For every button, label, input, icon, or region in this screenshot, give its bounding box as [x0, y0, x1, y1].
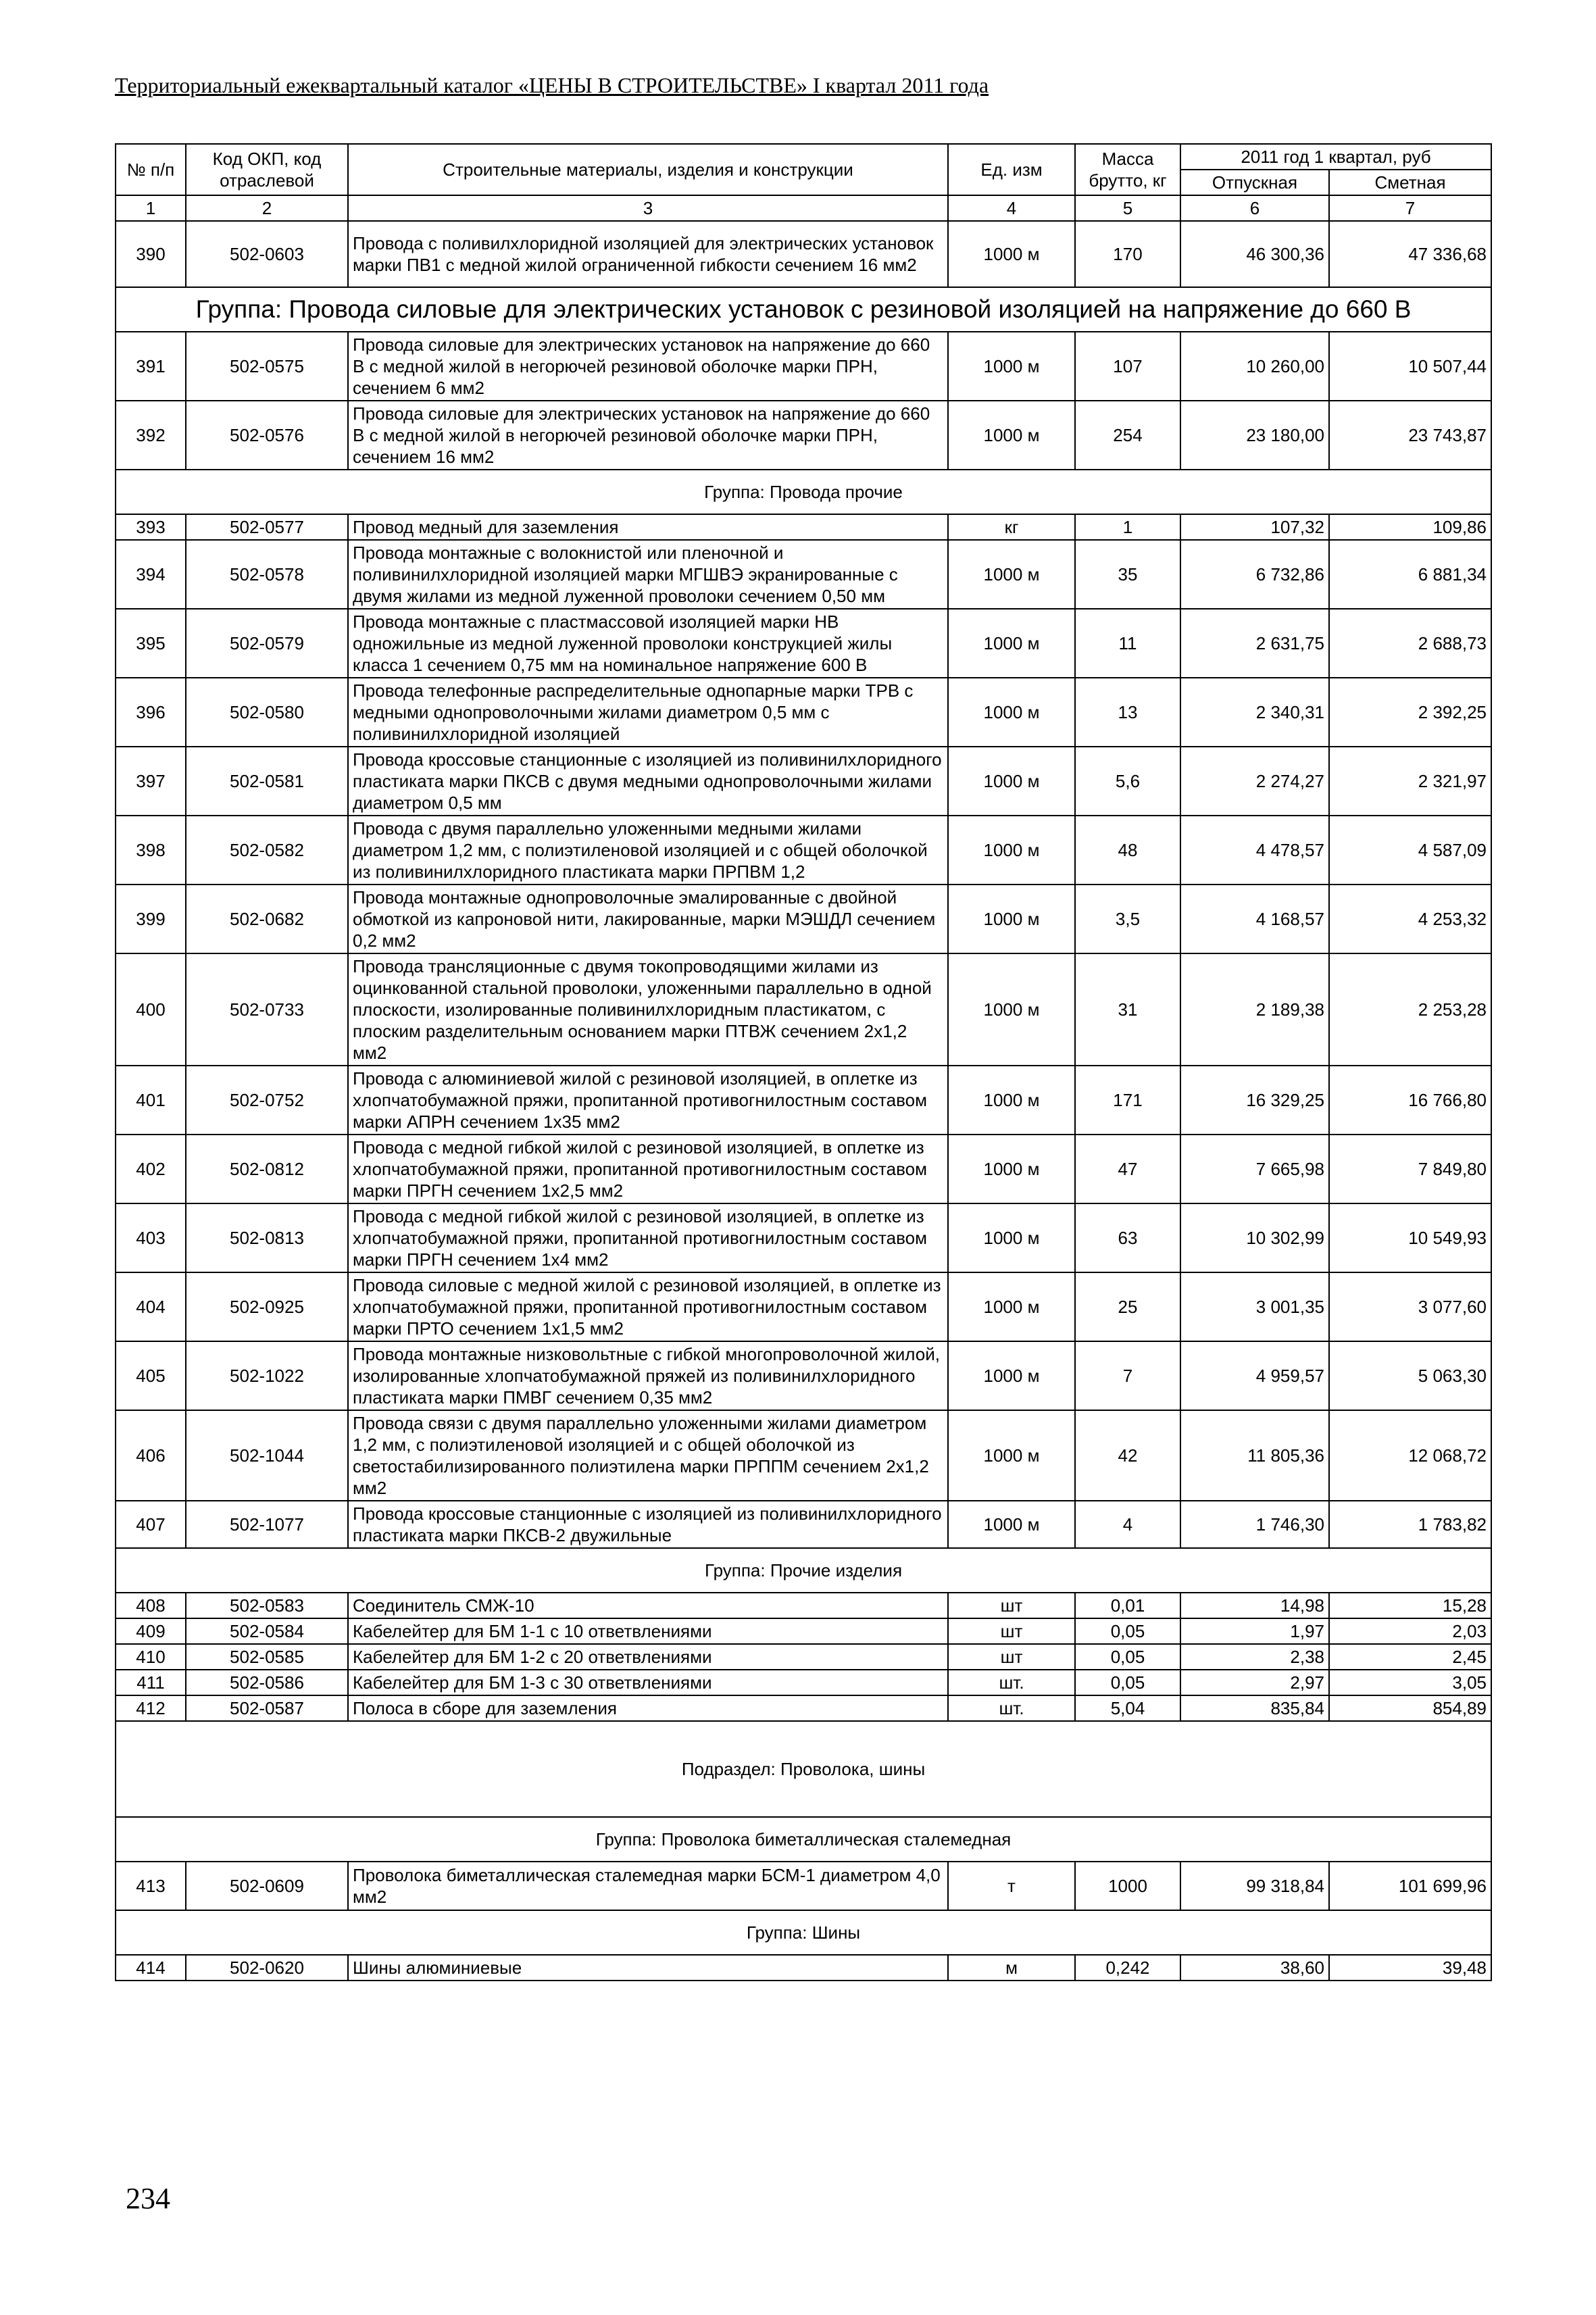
row-unit: шт — [948, 1618, 1075, 1644]
row-mass: 0,05 — [1075, 1644, 1180, 1670]
row-price-release: 4 959,57 — [1180, 1341, 1329, 1410]
subsection-heading: Подраздел: Проволока, шины — [116, 1721, 1491, 1817]
row-code: 502-0578 — [186, 540, 348, 609]
group-heading: Группа: Шины — [116, 1910, 1491, 1955]
header-price-estimate: Сметная — [1329, 170, 1491, 195]
row-price-estimate: 2 253,28 — [1329, 953, 1491, 1066]
row-price-release: 2 189,38 — [1180, 953, 1329, 1066]
row-num: 392 — [116, 401, 186, 470]
group-heading-row — [116, 1910, 1491, 1955]
table-row — [116, 1670, 1491, 1695]
row-name: Провода монтажные низковольтные с гибкой многопроволочной жилой, изолированные хлопчатобумажной пряжей из поливинилхлоридного пластиката марки ПМВГ сечением 0,35 мм2 — [348, 1341, 948, 1410]
row-name: Провода с медной гибкой жилой с резиновой изоляцией, в оплетке из хлопчатобумажной пряжи, пропитанной противогнилостным составом марки ПРГН сечением 1х4 мм2 — [348, 1203, 948, 1272]
group-heading-row — [116, 470, 1491, 514]
row-mass: 3,5 — [1075, 885, 1180, 953]
table-row — [116, 1135, 1491, 1203]
row-name: Провода связи с двумя параллельно уложенными жилами диаметром 1,2 мм, с полиэтиленовой изоляцией и с общей оболочкой из светостабилизированного полиэтилена марки ПРППМ сечением 2х1,2 мм2 — [348, 1410, 948, 1501]
row-name: Провода кроссовые станционные с изоляцией из поливинилхлоридного пластиката марки ПКСВ-2 двужильные — [348, 1501, 948, 1548]
row-unit: 1000 м — [948, 401, 1075, 470]
row-price-release: 4 168,57 — [1180, 885, 1329, 953]
row-num: 414 — [116, 1955, 186, 1981]
row-num: 412 — [116, 1695, 186, 1721]
row-unit: 1000 м — [948, 540, 1075, 609]
row-num: 390 — [116, 221, 186, 287]
row-mass: 170 — [1075, 221, 1180, 287]
row-mass: 7 — [1075, 1341, 1180, 1410]
row-name: Провода монтажные с волокнистой или пленочной и поливинилхлоридной изоляцией марки МГШВЭ экранированные с двумя жилами из медной луженной проволоки сечением 0,50 мм — [348, 540, 948, 609]
header-price-group: 2011 год 1 квартал, руб — [1180, 144, 1491, 170]
row-unit: шт. — [948, 1670, 1075, 1695]
row-unit: 1000 м — [948, 1341, 1075, 1410]
table-row — [116, 1501, 1491, 1548]
table-header-row — [116, 144, 1491, 170]
row-num: 397 — [116, 747, 186, 816]
row-price-estimate: 10 507,44 — [1329, 332, 1491, 401]
subsection-heading-row — [116, 1721, 1491, 1817]
table-row — [116, 514, 1491, 540]
row-name: Кабелейтер для БМ 1-1 с 10 ответвлениями — [348, 1618, 948, 1644]
row-unit: 1000 м — [948, 332, 1075, 401]
row-mass: 42 — [1075, 1410, 1180, 1501]
row-code: 502-0582 — [186, 816, 348, 885]
row-price-release: 2 340,31 — [1180, 678, 1329, 747]
row-code: 502-0576 — [186, 401, 348, 470]
row-unit: шт. — [948, 1695, 1075, 1721]
row-num: 413 — [116, 1862, 186, 1910]
row-code: 502-0587 — [186, 1695, 348, 1721]
row-mass: 171 — [1075, 1066, 1180, 1135]
row-mass: 5,04 — [1075, 1695, 1180, 1721]
row-unit: 1000 м — [948, 1410, 1075, 1501]
row-mass: 48 — [1075, 816, 1180, 885]
row-price-release: 10 302,99 — [1180, 1203, 1329, 1272]
row-unit: 1000 м — [948, 1135, 1075, 1203]
row-price-estimate: 4 587,09 — [1329, 816, 1491, 885]
row-code: 502-0585 — [186, 1644, 348, 1670]
row-mass: 25 — [1075, 1272, 1180, 1341]
col-index: 3 — [348, 195, 948, 221]
row-price-release: 2 631,75 — [1180, 609, 1329, 678]
row-mass: 0,05 — [1075, 1618, 1180, 1644]
row-price-release: 2,97 — [1180, 1670, 1329, 1695]
row-price-estimate: 47 336,68 — [1329, 221, 1491, 287]
row-code: 502-0752 — [186, 1066, 348, 1135]
row-code: 502-0583 — [186, 1593, 348, 1618]
header-code: Код ОКП, код отраслевой — [186, 144, 348, 195]
page-number: 234 — [126, 2182, 170, 2215]
row-code: 502-0580 — [186, 678, 348, 747]
row-name: Провода с двумя параллельно уложенными медными жилами диаметром 1,2 мм, с полиэтиленовой изоляцией и с общей оболочкой из поливинилхлоридного пластиката марки ПРПВМ 1,2 — [348, 816, 948, 885]
row-price-estimate: 101 699,96 — [1329, 1862, 1491, 1910]
header-mass: Масса брутто, кг — [1075, 144, 1180, 195]
col-index: 4 — [948, 195, 1075, 221]
row-num: 398 — [116, 816, 186, 885]
col-index: 7 — [1329, 195, 1491, 221]
group-heading: Группа: Провода прочие — [116, 470, 1491, 514]
row-price-estimate: 12 068,72 — [1329, 1410, 1491, 1501]
row-mass: 4 — [1075, 1501, 1180, 1548]
row-mass: 0,01 — [1075, 1593, 1180, 1618]
table-row — [116, 1272, 1491, 1341]
group-heading: Группа: Прочие изделия — [116, 1548, 1491, 1593]
row-unit: шт — [948, 1644, 1075, 1670]
row-code: 502-1044 — [186, 1410, 348, 1501]
header-num: № п/п — [116, 144, 186, 195]
row-code: 502-0584 — [186, 1618, 348, 1644]
row-mass: 1 — [1075, 514, 1180, 540]
table-row — [116, 1341, 1491, 1410]
row-num: 402 — [116, 1135, 186, 1203]
row-code: 502-0575 — [186, 332, 348, 401]
rows-other-items — [116, 1593, 1491, 1721]
table-row — [116, 1203, 1491, 1272]
row-code: 502-0603 — [186, 221, 348, 287]
row-unit: 1000 м — [948, 678, 1075, 747]
row-price-release: 10 260,00 — [1180, 332, 1329, 401]
table-row — [116, 1066, 1491, 1135]
row-price-release: 1 746,30 — [1180, 1501, 1329, 1548]
row-price-release: 46 300,36 — [1180, 221, 1329, 287]
row-num: 408 — [116, 1593, 186, 1618]
row-code: 502-0925 — [186, 1272, 348, 1341]
row-unit: 1000 м — [948, 885, 1075, 953]
row-unit: шт — [948, 1593, 1075, 1618]
row-num: 391 — [116, 332, 186, 401]
row-price-release: 4 478,57 — [1180, 816, 1329, 885]
row-name: Кабелейтер для БМ 1-2 с 20 ответвлениями — [348, 1644, 948, 1670]
row-num: 411 — [116, 1670, 186, 1695]
row-code: 502-1022 — [186, 1341, 348, 1410]
table-row — [116, 1618, 1491, 1644]
col-index: 2 — [186, 195, 348, 221]
row-name: Провода монтажные однопроволочные эмалированные с двойной обмоткой из капроновой нити, лакированные, марки МЭШДЛ сечением 0,2 мм2 — [348, 885, 948, 953]
row-name: Кабелейтер для БМ 1-3 с 30 ответвлениями — [348, 1670, 948, 1695]
row-name: Провода с медной гибкой жилой с резиновой изоляцией, в оплетке из хлопчатобумажной пряжи, пропитанной противогнилостным составом марки ПРГН сечением 1х2,5 мм2 — [348, 1135, 948, 1203]
group-heading: Группа: Проволока биметаллическая сталемедная — [116, 1817, 1491, 1862]
row-num: 394 — [116, 540, 186, 609]
row-name: Провода с поливилхлоридной изоляцией для электрических установок марки ПВ1 с медной жилой ограниченной гибкости сечением 16 мм2 — [348, 221, 948, 287]
row-num: 393 — [116, 514, 186, 540]
row-code: 502-0682 — [186, 885, 348, 953]
row-price-estimate: 5 063,30 — [1329, 1341, 1491, 1410]
row-unit: т — [948, 1862, 1075, 1910]
row-num: 400 — [116, 953, 186, 1066]
group-heading-row — [116, 1548, 1491, 1593]
row-mass: 254 — [1075, 401, 1180, 470]
row-name: Проволока биметаллическая сталемедная марки БСМ-1 диаметром 4,0 мм2 — [348, 1862, 948, 1910]
row-unit: 1000 м — [948, 609, 1075, 678]
row-unit: 1000 м — [948, 1501, 1075, 1548]
row-unit: 1000 м — [948, 1203, 1075, 1272]
row-price-estimate: 10 549,93 — [1329, 1203, 1491, 1272]
row-code: 502-0581 — [186, 747, 348, 816]
page-header: Территориальный ежеквартальный каталог «ЦЕНЫ В СТРОИТЕЛЬСТВЕ» I квартал 2011 года — [115, 73, 989, 97]
table-row — [116, 221, 1491, 287]
row-code: 502-0813 — [186, 1203, 348, 1272]
row-mass: 11 — [1075, 609, 1180, 678]
row-price-release: 2 274,27 — [1180, 747, 1329, 816]
row-mass: 0,242 — [1075, 1955, 1180, 1981]
row-mass: 0,05 — [1075, 1670, 1180, 1695]
row-price-release: 16 329,25 — [1180, 1066, 1329, 1135]
group-heading-row — [116, 287, 1491, 332]
row-price-release: 6 732,86 — [1180, 540, 1329, 609]
row-price-release: 23 180,00 — [1180, 401, 1329, 470]
row-num: 407 — [116, 1501, 186, 1548]
table-row — [116, 1644, 1491, 1670]
row-num: 409 — [116, 1618, 186, 1644]
row-price-estimate: 1 783,82 — [1329, 1501, 1491, 1548]
table-row — [116, 540, 1491, 609]
table-row — [116, 609, 1491, 678]
row-code: 502-0609 — [186, 1862, 348, 1910]
rows-power — [116, 332, 1491, 470]
header-name: Строительные материалы, изделия и конструкции — [348, 144, 948, 195]
row-mass: 63 — [1075, 1203, 1180, 1272]
row-mass: 1000 — [1075, 1862, 1180, 1910]
row-num: 404 — [116, 1272, 186, 1341]
row-price-estimate: 109,86 — [1329, 514, 1491, 540]
group-heading-row — [116, 1817, 1491, 1862]
row-unit: 1000 м — [948, 1272, 1075, 1341]
row-code: 502-0586 — [186, 1670, 348, 1695]
row-price-release: 2,38 — [1180, 1644, 1329, 1670]
row-mass: 47 — [1075, 1135, 1180, 1203]
row-price-estimate: 4 253,32 — [1329, 885, 1491, 953]
row-price-estimate: 2 392,25 — [1329, 678, 1491, 747]
header-price-release: Отпускная — [1180, 170, 1329, 195]
row-unit: кг — [948, 514, 1075, 540]
row-price-estimate: 16 766,80 — [1329, 1066, 1491, 1135]
row-name: Соединитель СМЖ-10 — [348, 1593, 948, 1618]
row-name: Провода с алюминиевой жилой с резиновой изоляцией, в оплетке из хлопчатобумажной пряжи, пропитанной противогнилостным составом марки АПРН сечением 1х35 мм2 — [348, 1066, 948, 1135]
row-num: 399 — [116, 885, 186, 953]
row-num: 395 — [116, 609, 186, 678]
row-num: 405 — [116, 1341, 186, 1410]
row-name: Провода кроссовые станционные с изоляцией из поливинилхлоридного пластиката марки ПКСВ с двумя медными однопроволочными жилами диаметром 0,5 мм — [348, 747, 948, 816]
row-name: Провода силовые для электрических установок на напряжение до 660 В с медной жилой в негорючей резиновой оболочке марки ПРН, сечением 6 мм2 — [348, 332, 948, 401]
row-unit: 1000 м — [948, 1066, 1075, 1135]
table-row — [116, 1862, 1491, 1910]
row-price-estimate: 2 321,97 — [1329, 747, 1491, 816]
col-index: 6 — [1180, 195, 1329, 221]
row-mass: 31 — [1075, 953, 1180, 1066]
row-mass: 5,6 — [1075, 747, 1180, 816]
row-unit: 1000 м — [948, 747, 1075, 816]
row-price-release: 14,98 — [1180, 1593, 1329, 1618]
col-index: 5 — [1075, 195, 1180, 221]
row-unit: 1000 м — [948, 816, 1075, 885]
row-num: 406 — [116, 1410, 186, 1501]
row-price-release: 835,84 — [1180, 1695, 1329, 1721]
row-unit: м — [948, 1955, 1075, 1981]
row-price-estimate: 2 688,73 — [1329, 609, 1491, 678]
table-row — [116, 953, 1491, 1066]
table-row — [116, 1410, 1491, 1501]
row-num: 403 — [116, 1203, 186, 1272]
table-row — [116, 747, 1491, 816]
row-code: 502-0733 — [186, 953, 348, 1066]
row-price-release: 3 001,35 — [1180, 1272, 1329, 1341]
row-price-estimate: 3 077,60 — [1329, 1272, 1491, 1341]
table-row — [116, 1695, 1491, 1721]
group-heading: Группа: Провода силовые для электрических установок с резиновой изоляцией на напряжение до 660 В — [116, 287, 1491, 332]
row-code: 502-1077 — [186, 1501, 348, 1548]
row-unit: 1000 м — [948, 221, 1075, 287]
row-name: Провода трансляционные с двумя токопроводящими жилами из оцинкованной стальной проволоки, уложенными параллельно в одной плоскости, изолированные поливинилхлоридным пластикатом, с плоским разделительным основанием марки ПТВЖ сечением 2х1,2 мм2 — [348, 953, 948, 1066]
row-name: Провода силовые с медной жилой с резиновой изоляцией, в оплетке из хлопчатобумажной пряжи, пропитанной противогнилостным составом марки ПРТО сечением 1х1,5 мм2 — [348, 1272, 948, 1341]
table-row — [116, 885, 1491, 953]
row-num: 401 — [116, 1066, 186, 1135]
col-index: 1 — [116, 195, 186, 221]
row-price-release: 11 805,36 — [1180, 1410, 1329, 1501]
table-row — [116, 678, 1491, 747]
row-num: 410 — [116, 1644, 186, 1670]
row-price-release: 99 318,84 — [1180, 1862, 1329, 1910]
table-row — [116, 1955, 1491, 1981]
row-code: 502-0620 — [186, 1955, 348, 1981]
row-name: Провода телефонные распределительные однопарные марки ТРВ с медными однопроволочными жилами диаметром 0,5 мм с поливинилхлоридной изоляцией — [348, 678, 948, 747]
table-row — [116, 332, 1491, 401]
row-num: 396 — [116, 678, 186, 747]
table-row — [116, 1593, 1491, 1618]
row-unit: 1000 м — [948, 953, 1075, 1066]
row-price-release: 107,32 — [1180, 514, 1329, 540]
row-price-estimate: 6 881,34 — [1329, 540, 1491, 609]
table-row — [116, 401, 1491, 470]
row-mass: 35 — [1075, 540, 1180, 609]
row-mass: 13 — [1075, 678, 1180, 747]
row-price-estimate: 39,48 — [1329, 1955, 1491, 1981]
row-code: 502-0577 — [186, 514, 348, 540]
table-row — [116, 816, 1491, 885]
row-price-estimate: 854,89 — [1329, 1695, 1491, 1721]
row-name: Провода монтажные с пластмассовой изоляцией марки НВ одножильные из медной луженной проволоки конструкцией жилы класса 1 сечением 0,75 мм на номинальное напряжение 600 В — [348, 609, 948, 678]
row-code: 502-0812 — [186, 1135, 348, 1203]
row-price-estimate: 2,45 — [1329, 1644, 1491, 1670]
row-price-estimate: 7 849,80 — [1329, 1135, 1491, 1203]
row-price-release: 7 665,98 — [1180, 1135, 1329, 1203]
row-price-estimate: 3,05 — [1329, 1670, 1491, 1695]
row-price-release: 1,97 — [1180, 1618, 1329, 1644]
column-index-row — [116, 195, 1491, 221]
row-price-estimate: 23 743,87 — [1329, 401, 1491, 470]
row-name: Провода силовые для электрических установок на напряжение до 660 В с медной жилой в негорючей резиновой оболочке марки ПРН, сечением 16 мм2 — [348, 401, 948, 470]
row-price-estimate: 2,03 — [1329, 1618, 1491, 1644]
header-unit: Ед. изм — [948, 144, 1075, 195]
rows-other-wires — [116, 514, 1491, 1548]
row-code: 502-0579 — [186, 609, 348, 678]
row-name: Шины алюминиевые — [348, 1955, 948, 1981]
row-price-estimate: 15,28 — [1329, 1593, 1491, 1618]
row-price-release: 38,60 — [1180, 1955, 1329, 1981]
row-name: Провод медный для заземления — [348, 514, 948, 540]
price-table — [115, 143, 1492, 1981]
row-mass: 107 — [1075, 332, 1180, 401]
row-name: Полоса в сборе для заземления — [348, 1695, 948, 1721]
